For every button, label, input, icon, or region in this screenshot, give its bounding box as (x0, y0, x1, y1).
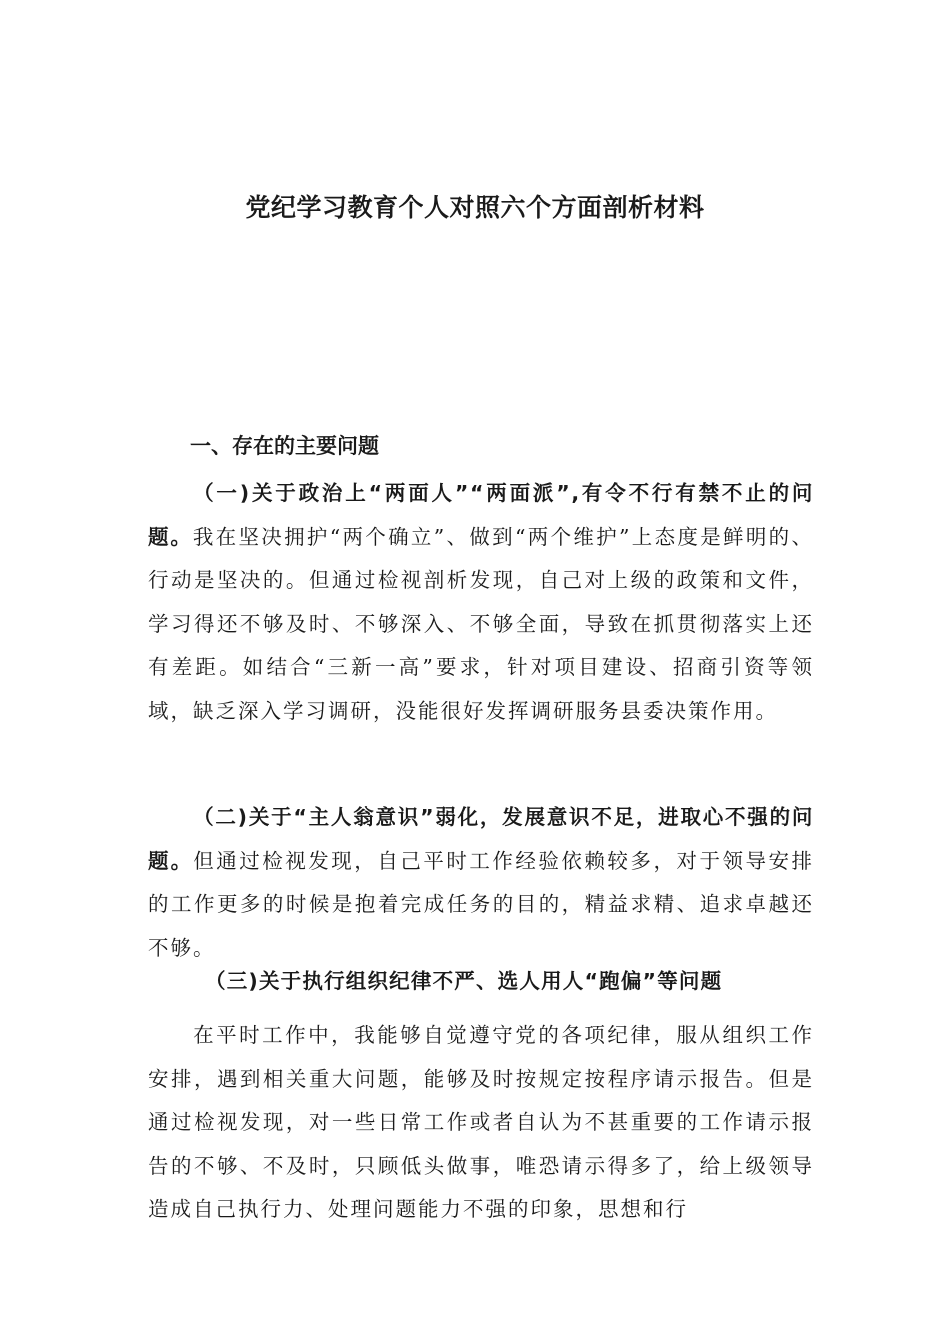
paragraph-item-1 (148, 472, 814, 733)
paragraph-item-2 (148, 796, 814, 970)
paragraph-item-3 (148, 1014, 814, 1232)
section-heading: 一、存在的主要问题 (190, 434, 379, 458)
item-1-body: 我在坚决拥护“两个确立”、做到“两个维护”上态度是鲜明的、行动是坚决的。但通过检视剖析发现，自己对上级的政策和文件，学习得还不够及时、不够深入、不够全面，导致在抓贯彻落实上还有差距。如结合“三新一高”要求，针对项目建设、招商引资等领域，缺乏深入学习调研，没能很好发挥调研服务县委决策作用。 (148, 524, 814, 723)
item-1-lead: （一)关于政治上“两面人”“两面派”,有令不行有禁不止的问题。 (148, 481, 814, 549)
item-2-lead: （二)关于“主人翁意识”弱化，发展意识不足，进取心不强的问题。 (148, 805, 814, 873)
document-title: 党纪学习教育个人对照六个方面剖析材料 (245, 193, 705, 222)
item-2-body: 但通过检视发现，自己平时工作经验依赖较多，对于领导安排的工作更多的时候是抱着完成任务的目的，精益求精、追求卓越还不够。 (148, 848, 815, 960)
item-3-body: 在平时工作中，我能够自觉遵守党的各项纪律，服从组织工作安排，遇到相关重大问题，能够及时按规定按程序请示报告。但是通过检视发现，对一些日常工作或者自认为不甚重要的工作请示报告的不够、不及时，只顾低头做事，唯恐请示得多了，给上级领导造成自己执行力、处理问题能力不强的印象，思想和行 (148, 1023, 814, 1221)
item-3-heading: （三)关于执行组织纪律不严、选人用人“跑偏”等问题 (205, 969, 723, 993)
